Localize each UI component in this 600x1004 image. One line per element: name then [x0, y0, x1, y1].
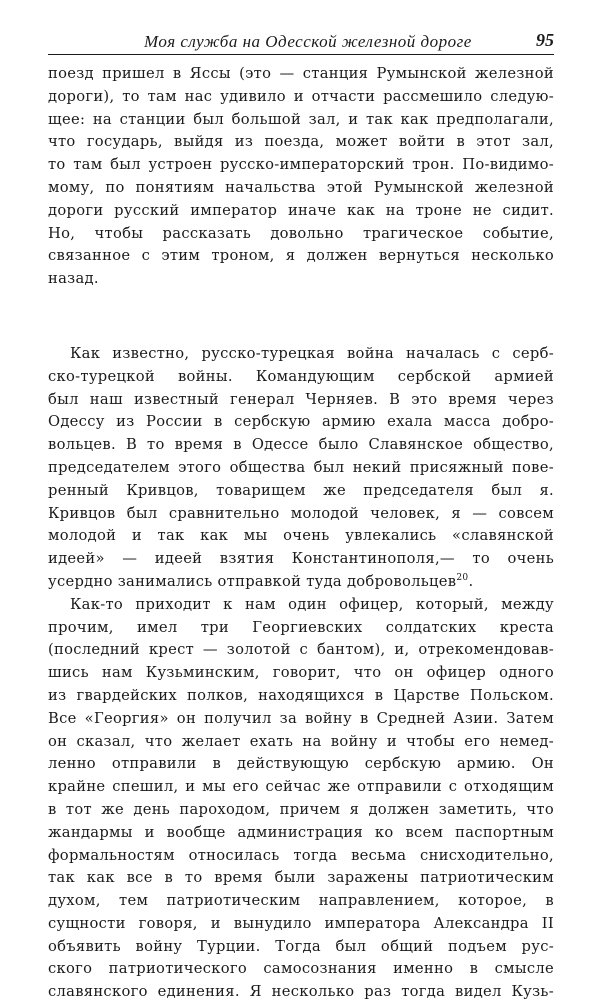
text-line: Как-то приходит к нам один офицер, который, между: [70, 595, 554, 613]
text-line: дороги русский император иначе как на троне не сидит.: [48, 201, 554, 219]
text-line: идеей» — идеей взятия Константинополя,— то очень: [48, 550, 554, 568]
text-line: в тот же день пароходом, причем я должен заметить, что: [48, 800, 554, 818]
text-line: ренный Кривцов, товарищем же председателя был я.: [48, 481, 554, 499]
paragraph-2: [48, 343, 554, 594]
text-line: жандармы и вообще администрация ко всем паспортным: [48, 823, 554, 841]
text-line: объявить войну Турции. Тогда был общий подъем рус-: [48, 937, 554, 955]
text-line: ско-турецкой войны. Командующим сербской армией: [48, 367, 554, 385]
text-line: Одессу из России в сербскую армию ехала масса добро-: [48, 413, 554, 431]
text-line: мому, по понятиям начальства этой Румынской железной: [48, 178, 554, 196]
text-line: формальностям относилась тогда весьма снисходительно,: [48, 846, 554, 864]
text-line-with-footnote: усердно занимались отправкой туда добровольцев$^{20}$.: [48, 572, 474, 590]
text-line: щее: на станции был большой зал, и так как предполагали,: [48, 110, 554, 128]
text-line: крайне спешил, и мы его сейчас же отправили с отходящим: [48, 778, 554, 796]
text-line: дороги), то там нас удивило и отчасти рассмешило следую-: [48, 87, 554, 105]
footnote-mark: 20: [456, 573, 469, 584]
book-page: [48, 28, 554, 1004]
text-line: был наш известный генерал Черняев. В это время через: [48, 390, 554, 408]
running-title: Моя служба на Одесской железной дороге: [144, 32, 472, 51]
text-line: из гвардейских полков, находящихся в Царстве Польском.: [48, 686, 554, 704]
text-line: связанное с этим троном, я должен вернуться несколько: [48, 247, 554, 265]
text-line: Но, чтобы рассказать довольно трагическое событие,: [48, 224, 554, 242]
text-line: председателем этого общества был некий присяжный пове-: [48, 458, 554, 476]
text-line: так как все в то время были заражены патриотическим: [48, 869, 554, 887]
text-line-content: усердно занимались отправкой туда добровольцев: [48, 572, 457, 590]
text-line: ленно отправили в действующую сербскую армию. Он: [48, 755, 554, 773]
text-line: Все «Георгия» он получил за войну в Средней Азии. Затем: [48, 709, 554, 727]
text-line: прочим, имел три Георгиевских солдатских креста: [48, 618, 554, 636]
text-line: назад.: [48, 270, 99, 288]
text-line: поезд пришел в Яссы (это — станция Румынской железной: [48, 65, 554, 82]
text-line: что государь, выйдя из поезда, может войти в этот зал,: [48, 133, 554, 151]
text-line: Как известно, русско-турецкая война началась с серб-: [70, 344, 554, 362]
text-line: он сказал, что желает ехать на войну и чтобы его немед-: [48, 732, 554, 750]
text-line: духом, тем патриотическим направлением, которое, в: [48, 892, 554, 910]
text-line: сущности говоря, и вынудило императора Александра II: [48, 914, 554, 932]
text-line: ского патриотического самосознания именно в смысле: [48, 960, 554, 978]
text-line: славянского единения. Я несколько раз тогда видел Кузь-: [48, 983, 554, 1001]
text-line: молодой и так как мы очень увлекались «славянской: [48, 527, 554, 545]
text-line: шись нам Кузьминским, говорит, что он офицер одного: [48, 664, 554, 682]
page-number: 95: [536, 30, 554, 50]
running-header: [48, 28, 554, 55]
text-line: вольцев. В то время в Одессе было Славянское общество,: [48, 436, 554, 454]
text-line: то там был устроен русско-императорский трон. По-видимо-: [48, 156, 554, 174]
paragraph-1: [48, 63, 554, 291]
text-line: Кривцов был сравнительно молодой человек, я — совсем: [48, 504, 554, 522]
text-line: (последний крест — золотой с бантом), и, отрекомендовав-: [48, 641, 554, 659]
paragraph-3: [48, 594, 554, 1004]
